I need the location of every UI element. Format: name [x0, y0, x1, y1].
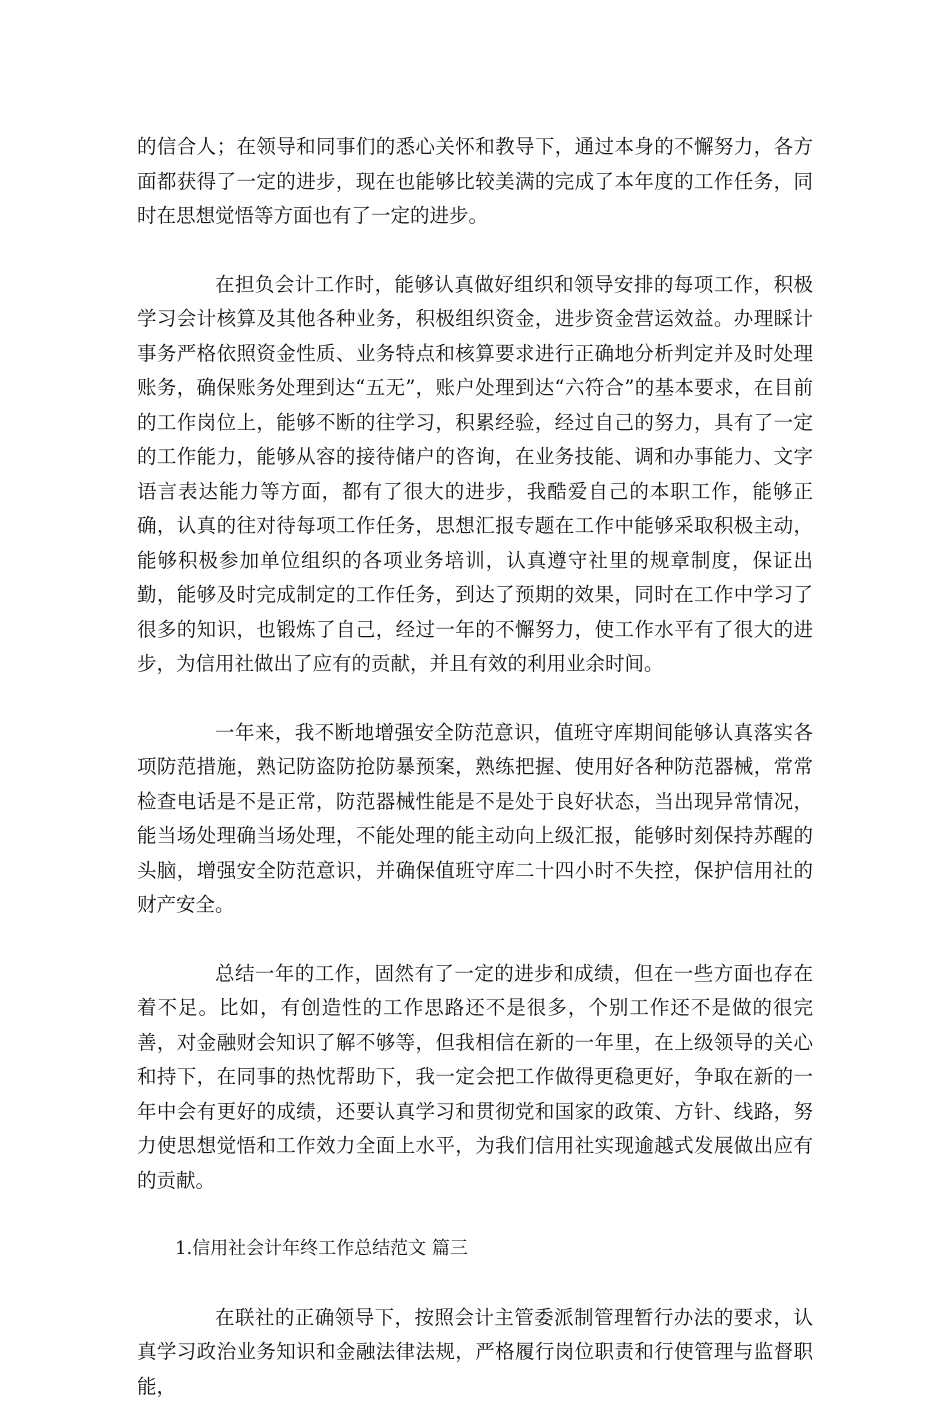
paragraph-continuation: 的信合人；在领导和同事们的悉心关怀和教导下，通过本身的不懈努力，各方面都获得了一定的进步，现在也能够比较美满的完成了本年度的工作任务，同时在思想觉悟等方面也有了一定的进步。	[137, 130, 813, 234]
paragraph-year-summary: 总结一年的工作，固然有了一定的进步和成绩，但在一些方面也存在着不足。比如，有创造性的工作思路还不是很多，个别工作还不是做的很完善，对金融财会知识了解不够等，但我相信在新的一年里，在上级领导的关心和持下，在同事的热忱帮助下，我一定会把工作做得更稳更好，争取在新的一年中会有更好的成绩，还要认真学习和贯彻党和国家的政策、方针、线路，努力使思想觉悟和工作效力全面上水平，为我们信用社实现逾越式发展做出应有的贡献。	[137, 957, 813, 1199]
document-page	[137, 130, 813, 1404]
section-heading: 1.信用社会计年终工作总结范文 篇三	[137, 1232, 813, 1267]
paragraph-accounting-work: 在担负会计工作时，能够认真做好组织和领导安排的每项工作，积极学习会计核算及其他各种业务，积极组织资金，进步资金营运效益。办理睬计事务严格依照资金性质、业务特点和核算要求进行正确地分析判定并及时处理账务，确保账务处理到达“五无”，账户处理到达“六符合”的基本要求，在目前的工作岗位上，能够不断的往学习，积累经验，经过自己的努力，具有了一定的工作能力，能够从容的接待储户的咨询，在业务技能、调和办事能力、文字语言表达能力等方面，都有了很大的进步，我酷爱自己的本职工作，能够正确，认真的往对待每项工作任务，思想汇报专题在工作中能够采取积极主动，能够积极参加单位组织的各项业务培训，认真遵守社里的规章制度，保证出勤，能够及时完成制定的工作任务，到达了预期的效果，同时在工作中学习了很多的知识，也锻炼了自己，经过一年的不懈努力，使工作水平有了很大的进步，为信用社做出了应有的贡献，并且有效的利用业余时间。	[137, 268, 813, 682]
paragraph-security-awareness: 一年来，我不断地增强安全防范意识，值班守库期间能够认真落实各项防范措施，熟记防盗防抢防暴预案，熟练把握、使用好各种防范器械，常常检查电话是不是正常，防范器械性能是不是处于良好状态，当出现异常情况，能当场处理确当场处理，不能处理的能主动向上级汇报，能够时刻保持苏醒的头脑，增强安全防范意识，并确保值班守库二十四小时不失控，保护信用社的财产安全。	[137, 716, 813, 923]
paragraph-section-three-intro: 在联社的正确领导下，按照会计主管委派制管理暂行办法的要求，认真学习政治业务知识和金融法律法规，严格履行岗位职责和行使管理与监督职能，	[137, 1301, 813, 1404]
